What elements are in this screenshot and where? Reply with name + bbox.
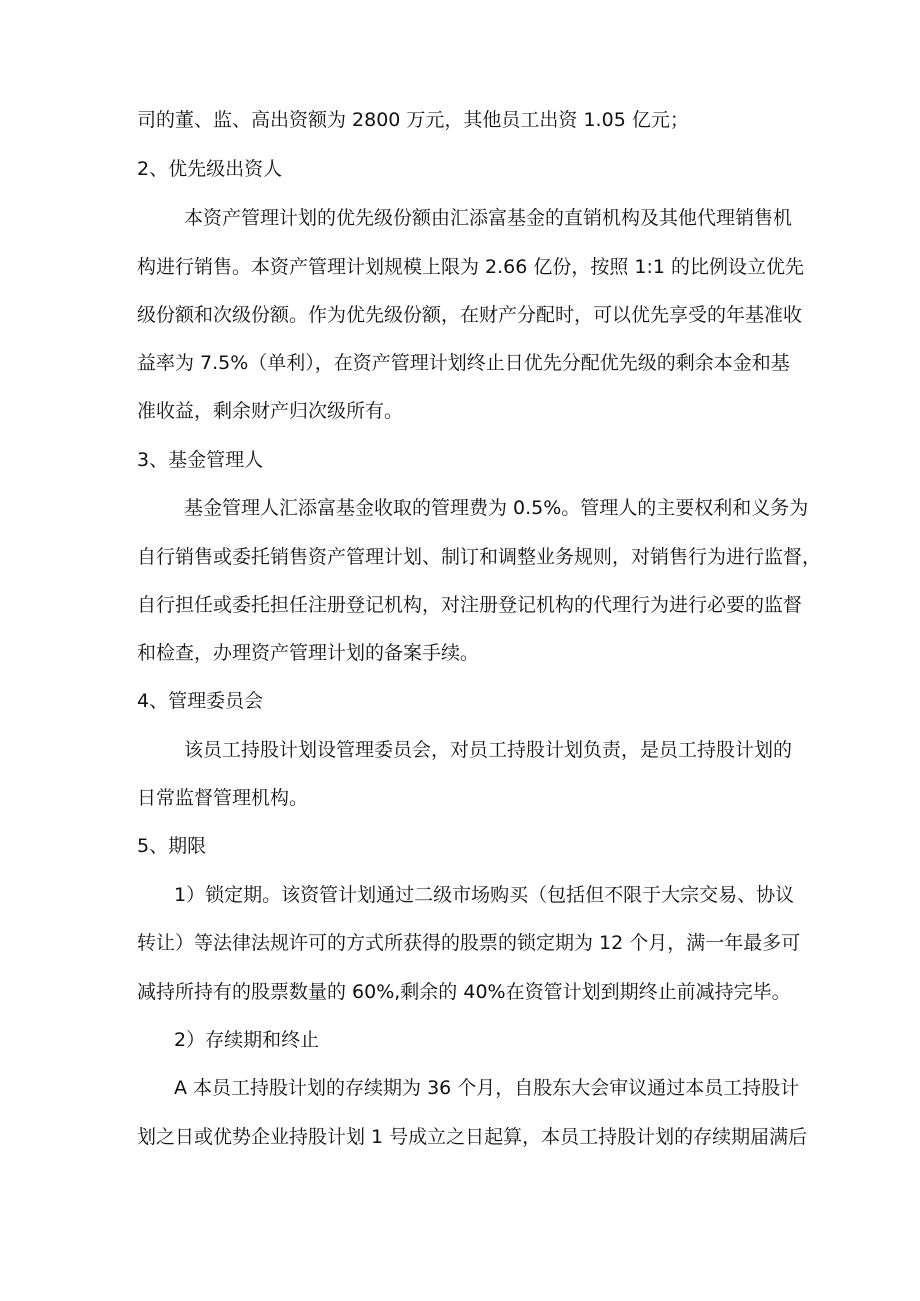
text-line: 和检查，办理资产管理计划的备案手续。 — [137, 642, 480, 664]
text-line: 准收益，剩余财产归次级所有。 — [137, 400, 404, 422]
text-line: 减持所持有的股票数量的 60%,剩余的 40%在资管计划到期终止前减持完毕。 — [137, 981, 791, 1003]
text-line: 该员工持股计划设管理委员会，对员工持股计划负责，是员工持股计划的 — [184, 739, 793, 761]
text-line: 益率为 7.5%（单利），在资产管理计划终止日优先分配优先级的剩余本金和基 — [137, 352, 790, 374]
section-heading: 4、管理委员会 — [137, 690, 264, 712]
text-line: 自行担任或委托担任注册登记机构，对注册登记机构的代理行为进行必要的监督 — [137, 594, 803, 616]
section-heading: 3、基金管理人 — [137, 449, 264, 471]
text-line: 构进行销售。本资产管理计划规模上限为 2.66 亿份，按照 1:1 的比例设立优先 — [137, 256, 805, 278]
text-line: A 本员工持股计划的存续期为 36 个月，自股东大会审议通过本员工持股计 — [174, 1077, 800, 1099]
text-line: 级份额和次级份额。作为优先级份额，在财产分配时，可以优先享受的年基准收 — [137, 304, 803, 326]
section-heading: 2、优先级出资人 — [137, 158, 283, 180]
text-line: 日常监督管理机构。 — [137, 787, 309, 809]
text-line: 本资产管理计划的优先级份额由汇添富基金的直销机构及其他代理销售机 — [184, 207, 793, 229]
text-line: 自行销售或委托销售资产管理计划、制订和调整业务规则，对销售行为进行监督， — [137, 546, 822, 568]
subsection-heading: 2）存续期和终止 — [174, 1029, 320, 1051]
section-heading: 5、期限 — [137, 835, 207, 857]
text-line: 转让）等法律法规许可的方式所获得的股票的锁定期为 12 个月，满一年最多可 — [137, 932, 801, 954]
text-line: 1）锁定期。该资管计划通过二级市场购买（包括但不限于大宗交易、协议 — [174, 884, 795, 906]
text-line: 划之日或优势企业持股计划 1 号成立之日起算，本员工持股计划的存续期届满后 — [137, 1126, 808, 1148]
text-line: 司的董、监、高出资额为 2800 万元，其他员工出资 1.05 亿元； — [137, 109, 689, 131]
text-line: 基金管理人汇添富基金收取的管理费为 0.5%。管理人的主要权利和义务为 — [184, 497, 809, 519]
